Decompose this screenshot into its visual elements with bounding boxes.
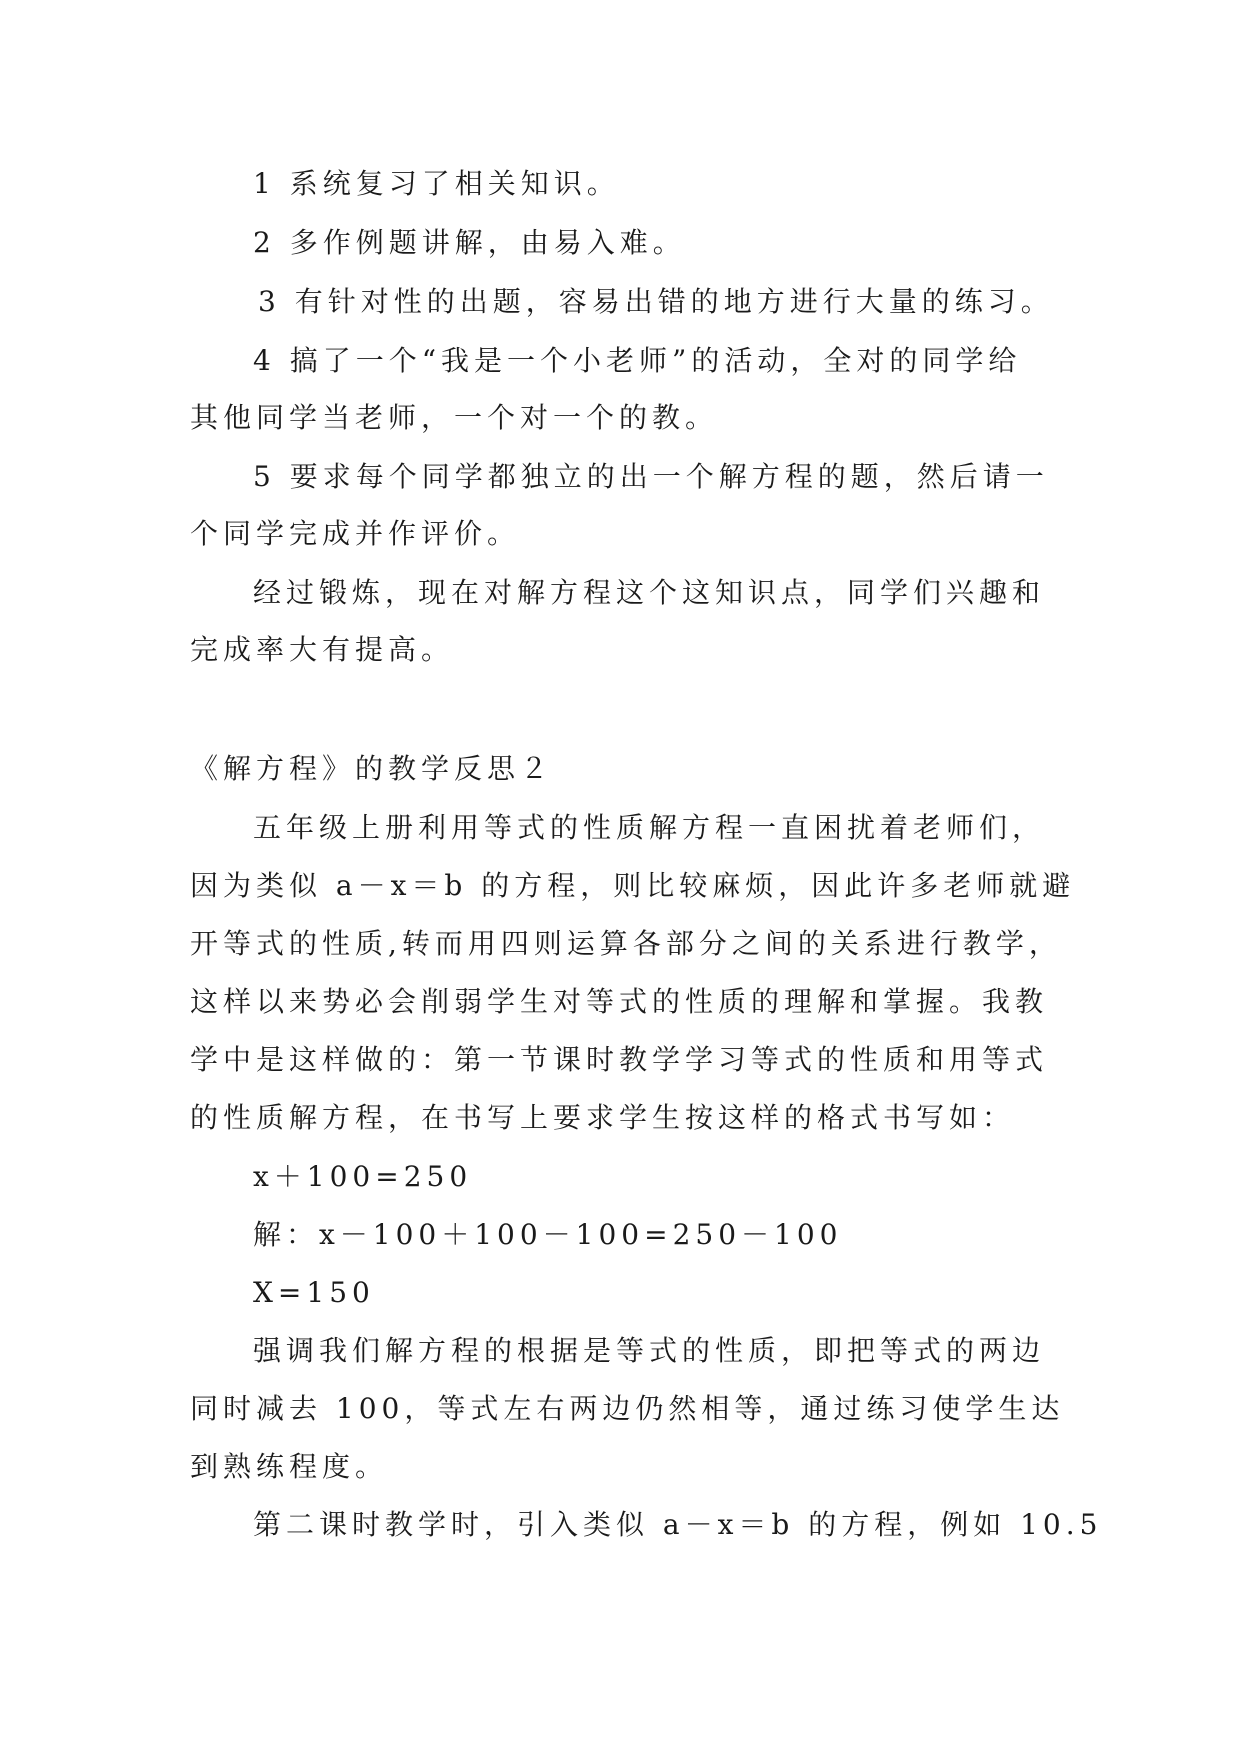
paragraph-line: 强调我们解方程的根据是等式的性质，即把等式的两边 xyxy=(253,1334,1046,1367)
list-item-4-line-2: 其他同学当老师，一个对一个的教。 xyxy=(190,401,719,434)
section-title: 《解方程》的教学反思２ xyxy=(190,752,554,785)
list-item-5-line-2: 个同学完成并作评价。 xyxy=(190,517,521,550)
list-item-3: 3 有针对性的出题，容易出错的地方进行大量的练习。 xyxy=(258,285,1054,318)
paragraph-line: 开等式的性质,转而用四则运算各部分之间的关系进行教学， xyxy=(190,927,1062,960)
equation-line: X=150 xyxy=(253,1276,375,1309)
paragraph-line: 因为类似 a－x＝b 的方程，则比较麻烦，因此许多老师就避 xyxy=(190,869,1076,902)
equation-line: x＋100=250 xyxy=(253,1160,473,1193)
equation-line: 解：x－100＋100－100=250－100 xyxy=(253,1218,843,1251)
list-item-1: 1 系统复习了相关知识。 xyxy=(253,167,620,200)
summary-line-1: 经过锻炼，现在对解方程这个这知识点，同学们兴趣和 xyxy=(253,576,1046,609)
paragraph-line: 的性质解方程，在书写上要求学生按这样的格式书写如： xyxy=(190,1101,1016,1134)
paragraph-line: 同时减去 100，等式左右两边仍然相等，通过练习使学生达 xyxy=(190,1392,1065,1425)
paragraph-line: 学中是这样做的：第一节课时教学学习等式的性质和用等式 xyxy=(190,1043,1049,1076)
paragraph-line: 到熟练程度。 xyxy=(190,1450,389,1483)
list-item-5-line-1: 5 要求每个同学都独立的出一个解方程的题，然后请一 xyxy=(253,460,1049,493)
paragraph-line: 五年级上册利用等式的性质解方程一直困扰着老师们， xyxy=(253,811,1046,844)
list-item-4-line-1: 4 搞了一个“我是一个小老师”的活动，全对的同学给 xyxy=(253,344,1022,377)
list-item-2: 2 多作例题讲解，由易入难。 xyxy=(253,226,686,259)
summary-line-2: 完成率大有提高。 xyxy=(190,633,455,666)
paragraph-line: 这样以来势必会削弱学生对等式的性质的理解和掌握。我教 xyxy=(190,985,1049,1018)
paragraph-line: 第二课时教学时，引入类似 a－x＝b 的方程，例如 10.5 xyxy=(253,1508,1103,1541)
